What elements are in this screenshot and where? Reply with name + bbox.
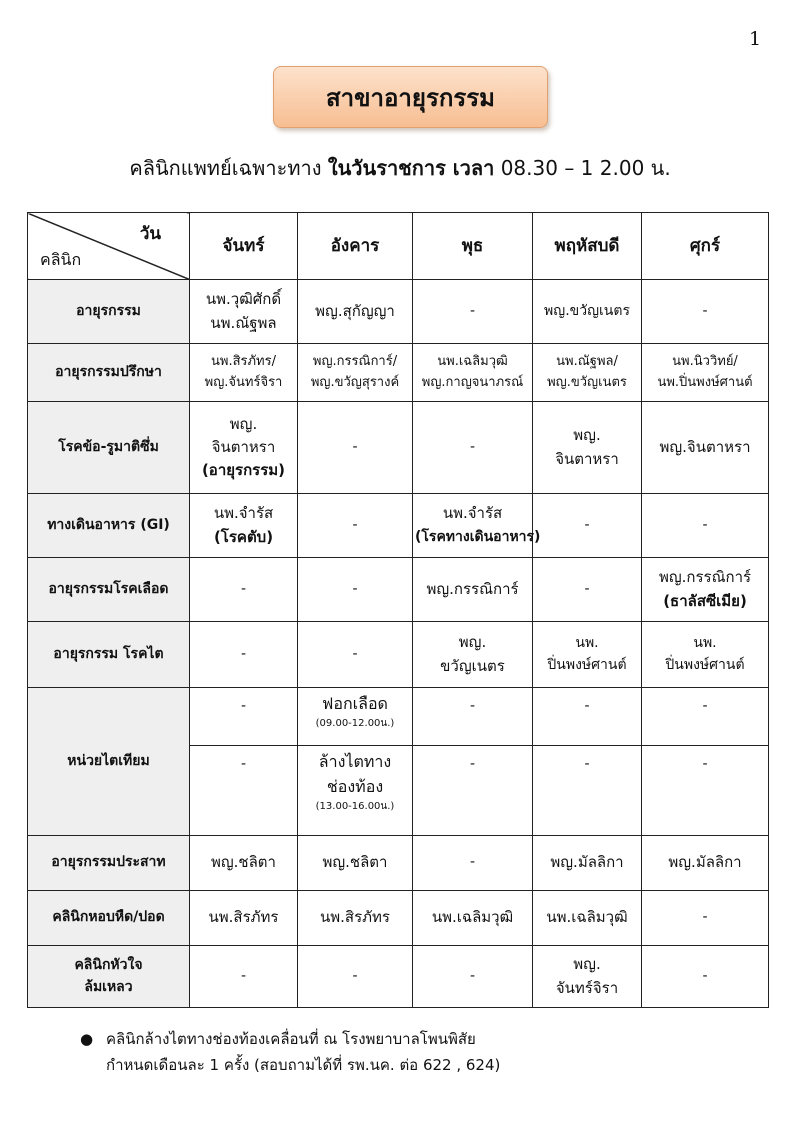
table-row — [28, 402, 769, 494]
schedule-cell: พญ.ขวัญเนตร — [533, 280, 642, 344]
schedule-cell — [298, 746, 413, 836]
schedule-cell: - — [190, 946, 298, 1008]
schedule-cell: - — [298, 946, 413, 1008]
header-day-mon: จันทร์ — [190, 213, 298, 280]
schedule-cell: นพ.ณัฐพล/ พญ.ขวัญเนตร — [533, 344, 642, 402]
schedule-cell: - — [642, 494, 769, 558]
schedule-cell: - — [642, 946, 769, 1008]
header-corner-cell — [28, 213, 190, 280]
table-row — [28, 891, 769, 946]
bullet-icon: ● — [80, 1030, 94, 1048]
clinic-name: อายุรกรรมประสาท — [28, 836, 190, 891]
table-row — [28, 688, 769, 746]
schedule-cell: - — [413, 402, 533, 494]
service-name: ฟอกเลือด — [322, 694, 388, 713]
clinic-name: คลินิกหัวใจ ล้มเหลว — [28, 946, 190, 1008]
clinic-name: โรคข้อ-รูมาติซึ่ม — [28, 402, 190, 494]
footnote-line-1 — [80, 1026, 500, 1052]
subtitle-prefix: คลินิกแพทย์เฉพาะทาง — [129, 156, 322, 180]
clinic-name: ทางเดินอาหาร (GI) — [28, 494, 190, 558]
page-title: สาขาอายุรกรรม — [273, 66, 548, 128]
schedule-cell: - — [413, 746, 533, 836]
schedule-cell: - — [413, 688, 533, 746]
schedule-cell — [190, 494, 298, 558]
doctor-name: พญ. จินตาหรา — [211, 414, 276, 456]
page-subtitle — [0, 152, 800, 184]
doctor-name: พญ.กรรณิการ์ — [658, 568, 752, 587]
schedule-cell: นพ.เฉลิมวุฒิ พญ.กาญจนาภรณ์ — [413, 344, 533, 402]
schedule-cell: - — [642, 891, 769, 946]
schedule-cell — [642, 558, 769, 622]
schedule-cell: - — [298, 622, 413, 688]
table-row — [28, 622, 769, 688]
schedule-cell: นพ.นิววิทย์/ นพ.ปิ่นพงษ์ศานต์ — [642, 344, 769, 402]
clinic-schedule-table — [27, 212, 769, 1008]
doctor-name: นพ.จำรัส — [213, 504, 274, 523]
header-clinic-label: คลินิก — [40, 250, 82, 270]
schedule-cell — [298, 688, 413, 746]
schedule-cell: - — [642, 280, 769, 344]
service-name: ล้างไตทาง ช่องท้อง — [318, 752, 392, 796]
page-number: 1 — [749, 28, 762, 50]
schedule-cell: - — [298, 402, 413, 494]
schedule-cell: - — [533, 746, 642, 836]
schedule-cell: นพ.วุฒิศักดิ์ นพ.ณัฐพล — [190, 280, 298, 344]
schedule-cell: - — [413, 836, 533, 891]
schedule-cell — [413, 494, 541, 558]
schedule-cell: - — [190, 558, 298, 622]
schedule-cell: - — [533, 688, 642, 746]
clinic-name: อายุรกรรมโรคเลือด — [28, 558, 190, 622]
schedule-cell: นพ.เฉลิมวุฒิ — [533, 891, 642, 946]
schedule-cell: พญ. ขวัญเนตร — [413, 622, 533, 688]
schedule-cell: - — [642, 746, 769, 836]
schedule-cell — [190, 402, 298, 494]
schedule-cell: นพ.เฉลิมวุฒิ — [413, 891, 533, 946]
service-time: (09.00-12.00น.) — [315, 717, 395, 729]
header-day-wed: พุธ — [413, 213, 533, 280]
clinic-note: (ธาลัสซีเมีย) — [663, 591, 747, 610]
clinic-name: อายุรกรรม โรคไต — [28, 622, 190, 688]
clinic-note: (โรคทางเดินอาหาร) — [415, 529, 541, 546]
table-row — [28, 280, 769, 344]
schedule-cell: พญ.จินตาหรา — [642, 402, 769, 494]
subtitle-time: 08.30 – 1 2.00 น. — [500, 156, 671, 180]
schedule-cell: - — [533, 494, 642, 558]
table-row — [28, 946, 769, 1008]
header-day-tue: อังคาร — [298, 213, 413, 280]
schedule-cell: พญ.มัลลิกา — [642, 836, 769, 891]
footnote — [80, 1026, 500, 1079]
table-row — [28, 494, 769, 558]
footnote-text-1: คลินิกล้างไตทางช่องท้องเคลื่อนที่ ณ โรงพยาบาลโพนพิสัย — [106, 1030, 476, 1048]
clinic-name: คลินิกหอบหืด/ปอด — [28, 891, 190, 946]
schedule-cell: - — [190, 622, 298, 688]
schedule-cell: - — [190, 746, 298, 836]
schedule-cell: นพ.สิรภัทร/ พญ.จันทร์จิรา — [190, 344, 298, 402]
table-row — [28, 558, 769, 622]
schedule-cell: พญ.มัลลิกา — [533, 836, 642, 891]
schedule-cell: - — [533, 558, 642, 622]
schedule-cell: - — [298, 558, 413, 622]
schedule-cell: พญ.กรรณิการ์/ พญ.ขวัญสุรางค์ — [298, 344, 413, 402]
table-row — [28, 836, 769, 891]
schedule-cell: พญ.กรรณิการ์ — [413, 558, 533, 622]
clinic-note: (โรคตับ) — [213, 527, 274, 546]
header-day-thu: พฤหัสบดี — [533, 213, 642, 280]
table-row — [28, 344, 769, 402]
header-day-fri: ศุกร์ — [642, 213, 769, 280]
schedule-cell: พญ. จันทร์จิรา — [533, 946, 642, 1008]
clinic-name: อายุรกรรมปรึกษา — [28, 344, 190, 402]
header-day-label: วัน — [139, 224, 161, 244]
schedule-cell: - — [190, 688, 298, 746]
schedule-cell: พญ.ชลิตา — [298, 836, 413, 891]
schedule-cell: - — [413, 946, 533, 1008]
schedule-cell: นพ. ปิ่นพงษ์ศานต์ — [533, 622, 642, 688]
schedule-cell: นพ.สิรภัทร — [190, 891, 298, 946]
footnote-line-2: กำหนดเดือนละ 1 ครั้ง (สอบถามได้ที่ รพ.นค. ต่อ 622 , 624) — [106, 1056, 501, 1075]
schedule-cell: - — [642, 688, 769, 746]
schedule-cell: พญ. จินตาหรา — [533, 402, 642, 494]
clinic-name: อายุรกรรม — [28, 280, 190, 344]
schedule-cell: - — [413, 280, 533, 344]
subtitle-bold: ในวันราชการ เวลา — [327, 156, 495, 180]
service-time: (13.00-16.00น.) — [315, 800, 395, 812]
schedule-cell: นพ. ปิ่นพงษ์ศานต์ — [642, 622, 769, 688]
schedule-cell: - — [298, 494, 413, 558]
clinic-note: (อายุรกรรม) — [201, 461, 286, 480]
doctor-name: นพ.จำรัส — [442, 504, 503, 523]
clinic-name: หน่วยไตเทียม — [28, 688, 190, 836]
schedule-cell: พญ.สุกัญญา — [298, 280, 413, 344]
schedule-cell: พญ.ชลิตา — [190, 836, 298, 891]
table-header-row — [28, 213, 769, 280]
schedule-cell: นพ.สิรภัทร — [298, 891, 413, 946]
